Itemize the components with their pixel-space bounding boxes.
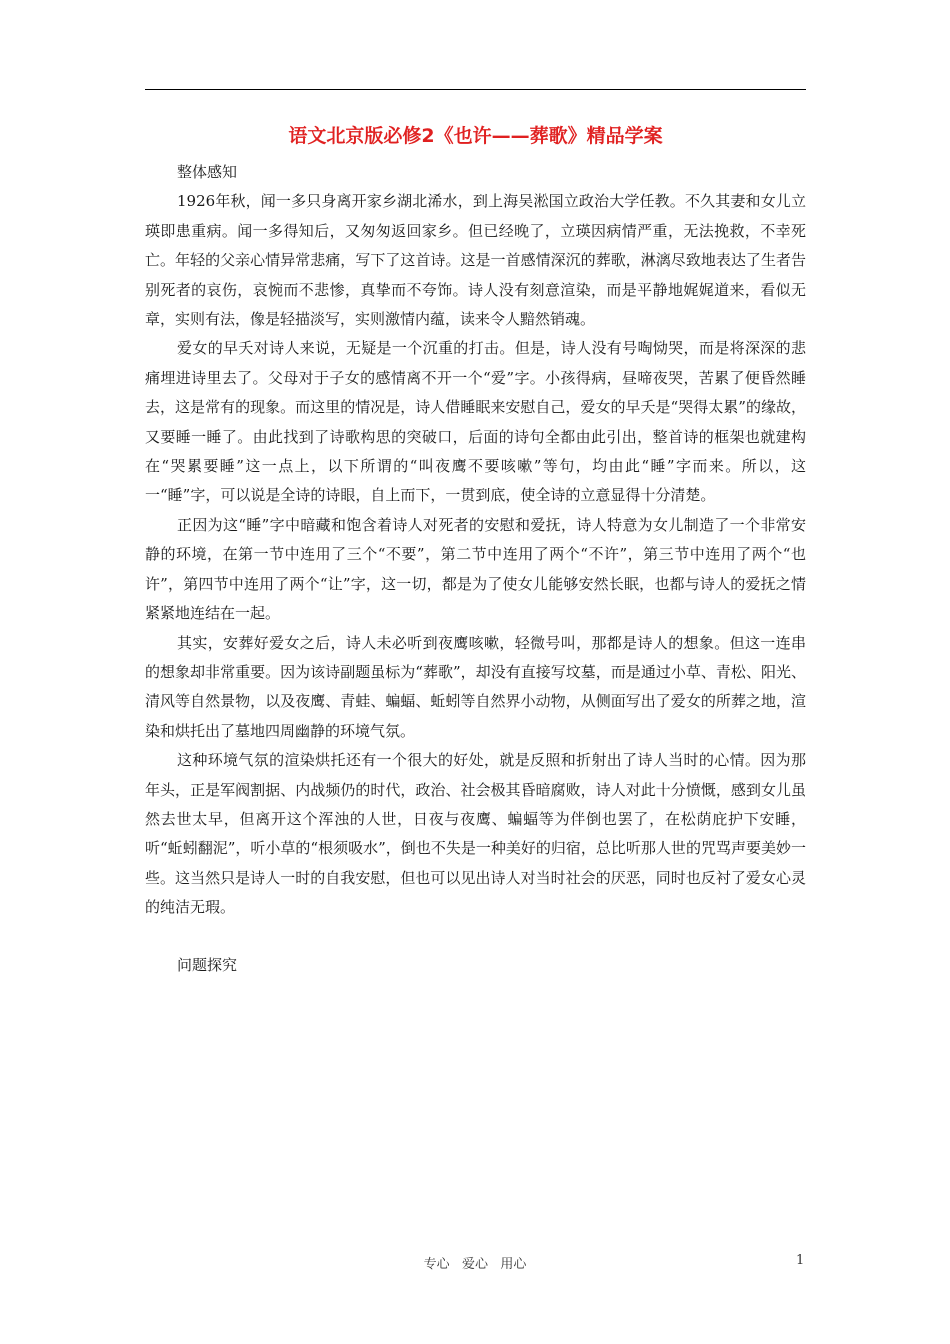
footer-motto: 专心 爱心 用心 [423,1257,527,1272]
document-body [145,158,806,980]
header-rule [145,89,806,90]
paragraph-3: 正因为这“睡”字中暗藏和饱含着诗人对死者的安慰和爱抚，诗人特意为女儿制造了一个非常安静的环境，在第一节中连用了三个“不要”，第二节中连用了两个“不许”，第三节中连用了两个“也许”，第四节中连用了两个“让”字，这一切，都是为了使女儿能够安然长眠，也都与诗人的爱抚之情紧紧地连结在一起。 [145,515,806,623]
section-heading-overall: 整体感知 [177,163,238,181]
section-heading-questions: 问题探究 [177,955,238,974]
paragraph-5: 这种环境气氛的渲染烘托还有一个很大的好处，就是反照和折射出了诗人当时的心情。因为那年头，正是军阀割据、内战频仍的时代，政治、社会极其昏暗腐败，诗人对此十分愤慨，感到女儿虽然去世太早，但离开这个浑浊的人世，日夜与夜鹰、蝙蝠等为伴倒也罢了，在松荫庇护下安睡，听“蚯蚓翻泥”，听小草的“根须吸水”，倒也不失是一种美好的归宿，总比听那人世的咒骂声要美妙一些。这当然只是诗人一时的自我安慰，但也可以见出诗人对当时社会的厌恶，同时也反衬了爱女心灵的纯洁无瑕。 [145,751,806,917]
document-title: 语文北京版必修2《也许——葬歌》精品学案 [288,125,663,147]
paragraph-2: 爱女的早夭对诗人来说，无疑是一个沉重的打击。但是，诗人没有号啕恸哭，而是将深深的悲痛埋进诗里去了。父母对于子女的感情离不开一个“爱”字。小孩得病，昼啼夜哭，苦累了便昏然睡去，这是常有的现象。而这里的情况是，诗人借睡眠来安慰自己，爱女的早夭是“哭得太累”的缘故，又要睡一睡了。由此找到了诗歌构思的突破口，后面的诗句全都由此引出，整首诗的框架也就建构在“哭累要睡”这一点上，以下所谓的“叫夜鹰不要咳嗽”等句，均由此“睡”字而来。所以，这一“睡”字，可以说是全诗的诗眼，自上而下，一贯到底，使全诗的立意显得十分清楚。 [145,339,806,505]
paragraph-1: 1926年秋，闻一多只身离开家乡湖北浠水，到上海吴淞国立政治大学任教。不久其妻和女儿立瑛即患重病。闻一多得知后，又匆匆返回家乡。但已经晚了，立瑛因病情严重，无法挽救，不幸死亡。年轻的父亲心情异常悲痛，写下了这首诗。这是一首感情深沉的葬歌，淋漓尽致地表达了生者告别死者的哀伤，哀惋而不悲惨，真挚而不夸饰。诗人没有刻意渲染，而是平静地娓娓道来，看似无章，实则有法，像是轻描淡写，实则激情内蕴，读来令人黯然销魂。 [145,192,806,329]
page-number: 1 [796,1253,805,1268]
paragraph-4: 其实，安葬好爱女之后，诗人未必听到夜鹰咳嗽，轻微号叫，那都是诗人的想象。但这一连串的想象却非常重要。因为该诗副题虽标为“葬歌”，却没有直接写坟墓，而是通过小草、青松、阳光、清风等自然景物，以及夜鹰、青蛙、蝙蝠、蚯蚓等自然界小动物，从侧面写出了爱女的所葬之地，渲染和烘托出了墓地四周幽静的环境气氛。 [145,633,806,740]
